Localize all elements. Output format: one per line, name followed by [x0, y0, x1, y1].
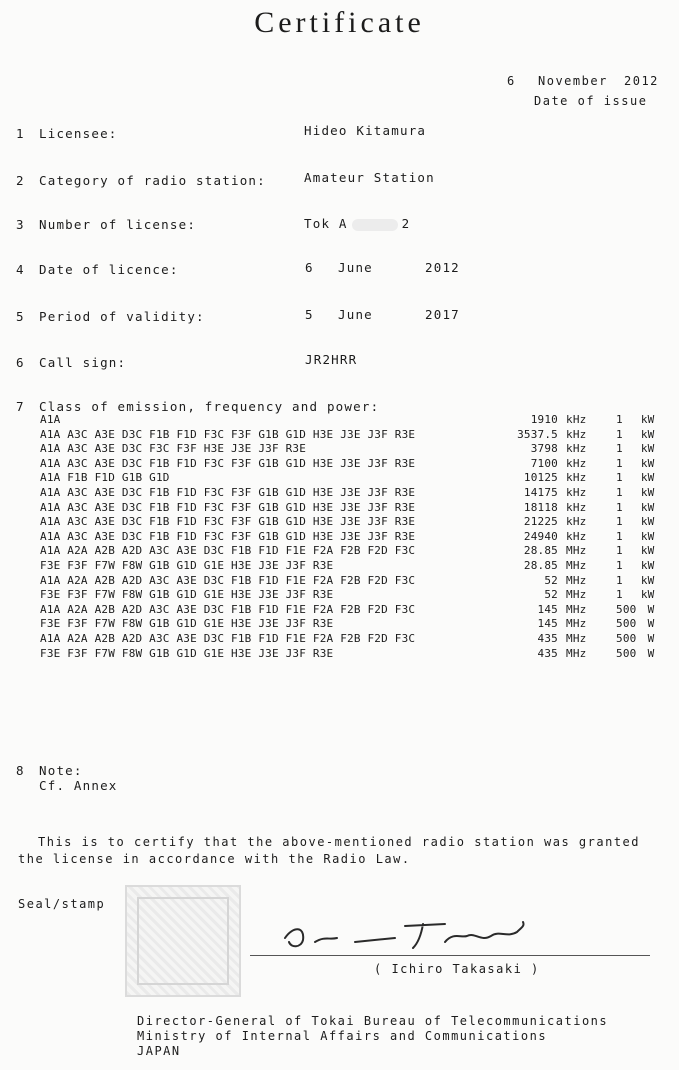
- frequency: 145: [537, 602, 558, 616]
- frequency: 3798: [530, 442, 558, 456]
- emission-classes: F3E F3F F7W F8W G1B G1D G1E H3E J3E J3F R3E: [40, 588, 334, 602]
- power: 1: [616, 544, 623, 558]
- emission-classes: A1A A3C A3E D3C F1B F1D F3C F3F G1B G1D H3E J3E J3F R3E: [40, 515, 416, 529]
- license-number-suffix: 2: [401, 216, 411, 231]
- emission-row: [40, 501, 654, 516]
- power: 1: [616, 413, 623, 426]
- emission-row: [40, 588, 654, 603]
- item-6-label: Call sign:: [39, 355, 127, 370]
- official-seal-stamp: [125, 885, 241, 997]
- power-unit: kW: [640, 588, 655, 602]
- power: 500: [616, 617, 637, 631]
- item-3-label: Number of license:: [39, 217, 197, 232]
- power-unit: kW: [640, 573, 655, 587]
- emission-classes: A1A A3C A3E D3C F1B F1D F3C F3F G1B G1D H3E J3E J3F R3E: [40, 485, 416, 499]
- frequency-unit: MHz: [566, 617, 587, 631]
- emission-row: [40, 442, 654, 457]
- emission-classes: A1A A2A A2B A2D A3C A3E D3C F1B F1D F1E F2A F2B F2D F3C: [40, 544, 416, 558]
- power-unit: kW: [640, 500, 655, 514]
- emission-classes: A1A A2A A2B A2D A3C A3E D3C F1B F1D F1E F2A F2B F2D F3C: [40, 602, 416, 616]
- frequency-unit: kHz: [566, 456, 587, 470]
- emission-classes: A1A: [40, 413, 61, 426]
- validity-day: 5: [305, 307, 314, 322]
- emission-row: [40, 574, 654, 589]
- emission-row: [40, 603, 654, 618]
- power: 1: [616, 442, 623, 456]
- item-8-label: Note:: [39, 763, 83, 778]
- emission-classes: F3E F3F F7W F8W G1B G1D G1E H3E J3E J3F R3E: [40, 558, 334, 572]
- power-unit: kW: [640, 413, 655, 426]
- frequency-unit: kHz: [566, 485, 587, 499]
- emission-classes: A1A A3C A3E D3C F1B F1D F3C F3F G1B G1D H3E J3E J3F R3E: [40, 427, 416, 441]
- emission-row: [40, 486, 654, 501]
- power-unit: W: [647, 602, 655, 616]
- license-number-prefix: Tok A: [304, 216, 348, 231]
- note-value: Cf. Annex: [39, 778, 118, 793]
- power-unit: W: [647, 631, 655, 645]
- item-7-label: Class of emission, frequency and power:: [39, 399, 380, 414]
- frequency-unit: kHz: [566, 427, 587, 441]
- item-4-label: Date of licence:: [39, 262, 179, 277]
- frequency: 1910: [530, 413, 558, 426]
- license-number: [304, 216, 410, 231]
- frequency: 21225: [523, 515, 558, 529]
- station-category: Amateur Station: [304, 170, 435, 185]
- power-unit: kW: [640, 471, 655, 485]
- issuer-ministry: Ministry of Internal Affairs and Communications: [137, 1029, 548, 1043]
- document-title: Certificate: [254, 6, 425, 39]
- frequency: 52: [544, 588, 558, 602]
- emission-classes: A1A A3C A3E D3C F3C F3F H3E J3E J3F R3E: [40, 442, 307, 456]
- item-7-number: 7: [16, 399, 25, 414]
- handwritten-signature: [255, 918, 555, 958]
- power: 1: [616, 573, 623, 587]
- signer-name: ( Ichiro Takasaki ): [374, 962, 540, 976]
- issue-month: November: [538, 74, 608, 88]
- power-unit: kW: [640, 427, 655, 441]
- emission-classes: F3E F3F F7W F8W G1B G1D G1E H3E J3E J3F R3E: [40, 617, 334, 631]
- power: 1: [616, 588, 623, 602]
- frequency-unit: kHz: [566, 500, 587, 514]
- emission-row: [40, 647, 654, 662]
- frequency-unit: MHz: [566, 573, 587, 587]
- validity-year: 2017: [425, 307, 460, 322]
- power: 500: [616, 646, 637, 660]
- power-unit: kW: [640, 456, 655, 470]
- issuer-title: Director-General of Tokai Bureau of Telecommunications: [137, 1014, 609, 1028]
- frequency: 435: [537, 646, 558, 660]
- frequency-unit: kHz: [566, 413, 587, 426]
- power-unit: kW: [640, 558, 655, 572]
- frequency: 7100: [530, 456, 558, 470]
- power-unit: kW: [640, 515, 655, 529]
- emission-row: [40, 413, 654, 428]
- frequency: 435: [537, 631, 558, 645]
- emission-row: [40, 632, 654, 647]
- frequency-unit: kHz: [566, 515, 587, 529]
- power: 500: [616, 631, 637, 645]
- licensee-name: Hideo Kitamura: [304, 123, 427, 138]
- certification-text: [18, 834, 658, 868]
- power: 500: [616, 602, 637, 616]
- frequency-unit: MHz: [566, 631, 587, 645]
- licence-day: 6: [305, 260, 314, 275]
- call-sign: JR2HRR: [305, 352, 358, 367]
- emission-classes: A1A A3C A3E D3C F1B F1D F3C F3F G1B G1D H3E J3E J3F R3E: [40, 500, 416, 514]
- frequency-unit: MHz: [566, 602, 587, 616]
- power-unit: kW: [640, 544, 655, 558]
- issue-day: 6: [507, 74, 516, 88]
- power: 1: [616, 471, 623, 485]
- frequency: 14175: [523, 485, 558, 499]
- power-unit: W: [647, 646, 655, 660]
- licence-year: 2012: [425, 260, 460, 275]
- emission-row: [40, 471, 654, 486]
- frequency: 24940: [523, 529, 558, 543]
- frequency: 10125: [523, 471, 558, 485]
- frequency: 3537.5: [517, 427, 558, 441]
- power-unit: kW: [640, 529, 655, 543]
- redacted-mark: [352, 219, 398, 231]
- item-6-number: 6: [16, 355, 25, 370]
- frequency: 28.85: [523, 558, 558, 572]
- power-unit: W: [647, 617, 655, 631]
- item-1-label: Licensee:: [39, 126, 118, 141]
- emission-classes: A1A F1B F1D G1B G1D: [40, 471, 170, 485]
- emission-classes: A1A A3C A3E D3C F1B F1D F3C F3F G1B G1D H3E J3E J3F R3E: [40, 456, 416, 470]
- emission-row: [40, 544, 654, 559]
- frequency: 145: [537, 617, 558, 631]
- emission-classes: A1A A2A A2B A2D A3C A3E D3C F1B F1D F1E F2A F2B F2D F3C: [40, 573, 416, 587]
- item-4-number: 4: [16, 262, 25, 277]
- item-5-label: Period of validity:: [39, 309, 205, 324]
- power: 1: [616, 515, 623, 529]
- frequency: 18118: [523, 500, 558, 514]
- emission-row: [40, 515, 654, 530]
- power: 1: [616, 485, 623, 499]
- frequency-unit: MHz: [566, 558, 587, 572]
- emission-table: [40, 413, 654, 661]
- issue-year: 2012: [624, 74, 659, 88]
- power-unit: kW: [640, 485, 655, 499]
- signature-line: [250, 955, 650, 956]
- emission-row: [40, 530, 654, 545]
- frequency-unit: kHz: [566, 442, 587, 456]
- issuer-country: JAPAN: [137, 1044, 181, 1058]
- item-2-number: 2: [16, 173, 25, 188]
- item-8-number: 8: [16, 763, 25, 778]
- certification-sentence: This is to certify that the above-mentioned radio station was granted the license in accordance with the Radio Law.: [18, 835, 640, 866]
- emission-row: [40, 559, 654, 574]
- frequency-unit: MHz: [566, 588, 587, 602]
- frequency: 52: [544, 573, 558, 587]
- validity-month: June: [338, 307, 373, 322]
- frequency-unit: MHz: [566, 646, 587, 660]
- frequency-unit: kHz: [566, 471, 587, 485]
- seal-label: Seal/stamp: [18, 897, 106, 911]
- emission-row: [40, 457, 654, 472]
- issue-date-label: Date of issue: [534, 94, 648, 108]
- power: 1: [616, 558, 623, 572]
- item-1-number: 1: [16, 126, 25, 141]
- frequency-unit: MHz: [566, 544, 587, 558]
- power: 1: [616, 456, 623, 470]
- licence-month: June: [338, 260, 373, 275]
- power-unit: kW: [640, 442, 655, 456]
- item-5-number: 5: [16, 309, 25, 324]
- emission-classes: F3E F3F F7W F8W G1B G1D G1E H3E J3E J3F R3E: [40, 646, 334, 660]
- power: 1: [616, 500, 623, 514]
- emission-row: [40, 617, 654, 632]
- frequency-unit: kHz: [566, 529, 587, 543]
- power: 1: [616, 529, 623, 543]
- emission-row: [40, 428, 654, 443]
- seal-inner-border: [137, 897, 229, 985]
- power: 1: [616, 427, 623, 441]
- emission-classes: A1A A2A A2B A2D A3C A3E D3C F1B F1D F1E F2A F2B F2D F3C: [40, 631, 416, 645]
- frequency: 28.85: [523, 544, 558, 558]
- item-3-number: 3: [16, 217, 25, 232]
- emission-classes: A1A A3C A3E D3C F1B F1D F3C F3F G1B G1D H3E J3E J3F R3E: [40, 529, 416, 543]
- item-2-label: Category of radio station:: [39, 173, 266, 188]
